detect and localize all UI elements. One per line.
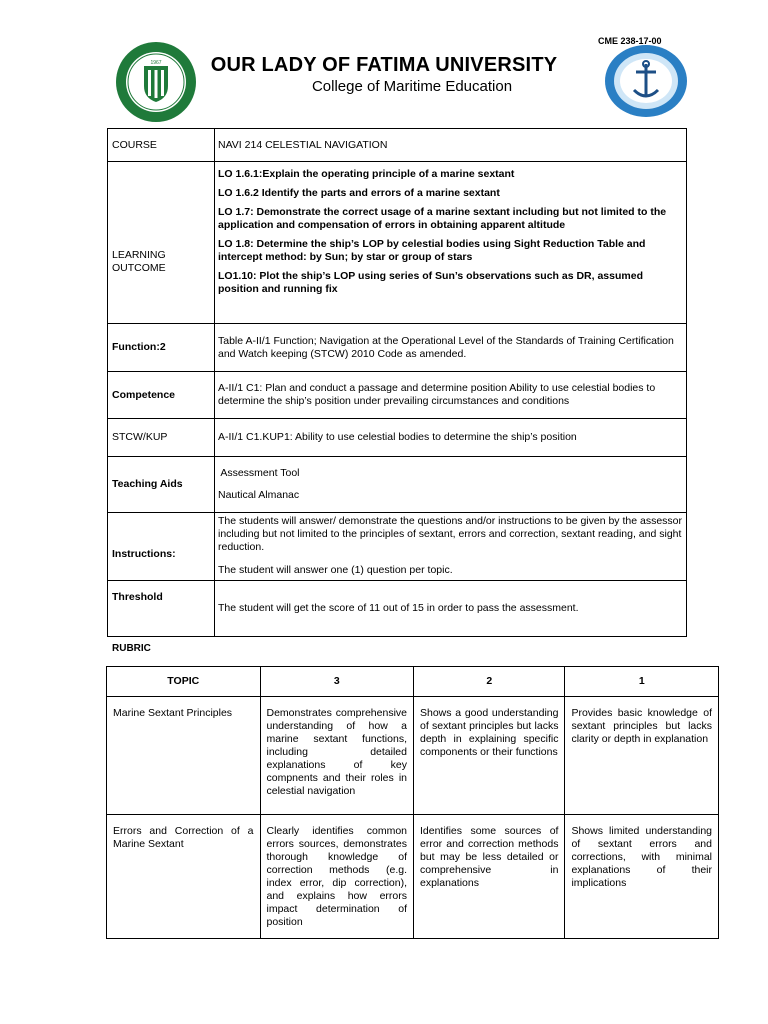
learning-outcome-item: LO 1.6.2 Identify the parts and errors of a marine sextant — [218, 187, 500, 199]
function-label: Function:2 — [108, 324, 215, 372]
competence-value: A-II/1 C1: Plan and conduct a passage and determine position Ability to use celestial bodies to determine the ship’s position under prevailing circumstances and conditions — [215, 372, 687, 419]
rubric-cell: Shows limited understanding of sextant errors and corrections, with minimal explanations of their implications — [565, 815, 719, 939]
rubric-topic-cell: Marine Sextant Principles — [107, 697, 261, 815]
instructions-text: The students will answer/ demonstrate the questions and/or instructions to be given by the assessor including but not limited to the principles of sextant, errors and correction, sextant reading, and sight reduction. — [218, 515, 682, 553]
learning-outcome-item: LO 1.7: Demonstrate the correct usage of a marine sextant including but not limited to the application and compensation of errors in obtaining apparent altitude — [218, 206, 667, 231]
instructions-text: The student will answer one (1) question per topic. — [218, 564, 453, 576]
teaching-aids-value — [215, 457, 687, 513]
instructions-value — [215, 513, 687, 581]
course-value: NAVI 214 CELESTIAL NAVIGATION — [215, 129, 687, 162]
function-value: Table A-II/1 Function; Navigation at the Operational Level of the Standards of Training Certification and Watch keeping (STCW) 2010 Code as amended. — [215, 324, 687, 372]
rubric-header-topic: TOPIC — [107, 667, 261, 697]
learning-outcomes — [215, 162, 687, 324]
rubric-title: RUBRIC — [112, 643, 151, 654]
course-info-table — [107, 128, 687, 637]
threshold-value: The student will get the score of 11 out of 15 in order to pass the assessment. — [215, 581, 687, 637]
rubric-header-score-3: 3 — [260, 667, 414, 697]
seal-year: 1967 — [150, 60, 162, 66]
learning-outcome-item: LO 1.8: Determine the ship’s LOP by celestial bodies using Sight Reduction Table and intercept method: by Sun; by star or group of stars — [218, 238, 646, 263]
rubric-topic-cell: Errors and Correction of a Marine Sextant — [107, 815, 261, 939]
instructions-label: Instructions: — [108, 513, 215, 581]
rubric-cell: Shows a good understanding of sextant principles but lacks depth in explaining specific components or their functions — [414, 697, 565, 815]
stcw-kup-label: STCW/KUP — [108, 419, 215, 457]
stcw-kup-value: A-II/1 C1.KUP1: Ability to use celestial bodies to determine the ship’s position — [215, 419, 687, 457]
competence-label: Competence — [108, 372, 215, 419]
rubric-table — [106, 666, 719, 939]
document-code: CME 238-17-00 — [598, 36, 662, 46]
university-name: OUR LADY OF FATIMA UNIVERSITY — [210, 54, 558, 76]
rubric-header-score-1: 1 — [565, 667, 719, 697]
learning-outcome-item: LO1.10: Plot the ship’s LOP using series of Sun’s observations such as DR, assumed position and running fix — [218, 270, 643, 295]
rubric-cell: Identifies some sources of error and correction methods but may be less detailed or comprehensive in explanations — [414, 815, 565, 939]
rubric-header-score-2: 2 — [414, 667, 565, 697]
learning-outcome-item: LO 1.6.1:Explain the operating principle of a marine sextant — [218, 168, 515, 180]
rubric-cell: Clearly identifies common errors sources, demonstrates thorough knowledge of correction methods (e.g. index error, dip correction), and explains how errors impact determination of position — [260, 815, 414, 939]
rubric-cell: Demonstrates comprehensive understanding of how a marine sextant functions, including detailed explanations of key compnents and their roles in celestial navigation — [260, 697, 414, 815]
teaching-aid-item: Assessment Tool — [218, 467, 300, 479]
teaching-aid-item: Nautical Almanac — [218, 489, 300, 501]
course-label: COURSE — [108, 129, 215, 162]
teaching-aids-label: Teaching Aids — [108, 457, 215, 513]
threshold-label: Threshold — [108, 581, 215, 637]
learning-outcome-label: LEARNING OUTCOME — [108, 162, 215, 324]
rubric-cell: Provides basic knowledge of sextant principles but lacks clarity or depth in explanation — [565, 697, 719, 815]
college-name: College of Maritime Education — [311, 78, 513, 95]
